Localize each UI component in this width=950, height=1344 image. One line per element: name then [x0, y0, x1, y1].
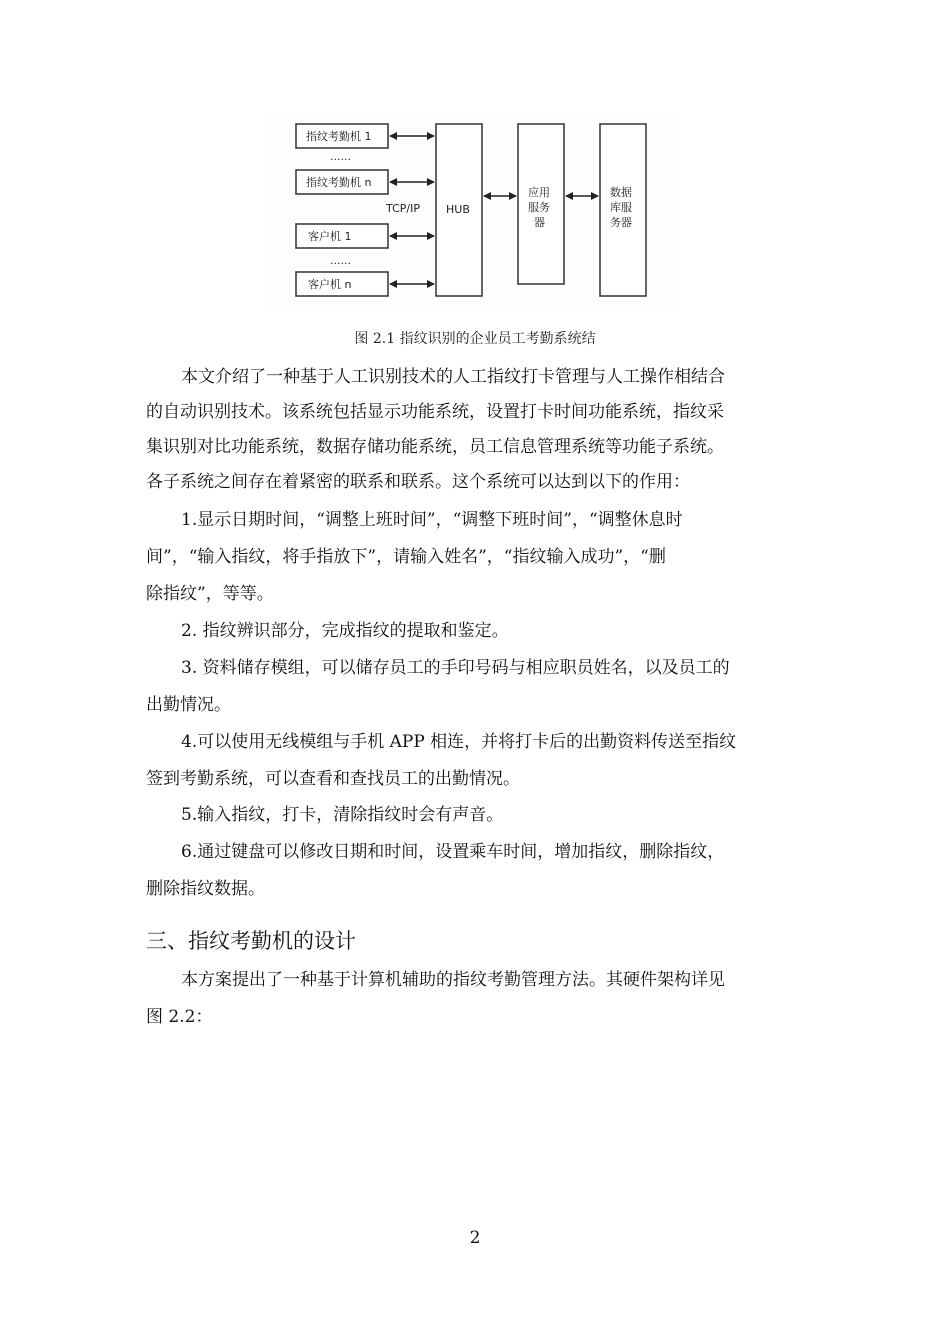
- attendance-machine-n-box: [296, 170, 388, 194]
- list-item-3-line: 3. 资料储存模组，可以储存员工的手印号码与相应职员姓名，以及员工的: [181, 658, 730, 678]
- list-item-1-line: 间”，“输入指纹，将手指放下”，请输入姓名”，“指纹输入成功”，“删: [146, 547, 666, 567]
- list-item-1-line: 1.显示日期时间，“调整上班时间”，“调整下班时间”，“调整休息时: [181, 510, 683, 530]
- list-item-6-line: 6.通过键盘可以修改日期和时间，设置乘车时间，增加指纹，删除指纹，: [181, 842, 725, 862]
- attendance-machine-1-box: [296, 124, 388, 148]
- db-server-label-line-3: 务器: [610, 216, 632, 229]
- ellipsis-bottom: ......: [330, 254, 351, 267]
- list-item-6-line: 删除指纹数据。: [146, 879, 265, 899]
- attendance-machine-1-label: 指纹考勤机 1: [306, 130, 372, 143]
- list-item-1-line: 除指纹”，等等。: [146, 584, 274, 604]
- app-server-box: [518, 124, 564, 284]
- paragraph-line: 集识别对比功能系统，数据存储功能系统，员工信息管理系统等功能子系统。: [146, 437, 724, 457]
- app-server-label-line-1: 应用: [528, 186, 550, 199]
- app-server-label-line-2: 服务: [528, 201, 550, 214]
- attendance-machine-n-label: 指纹考勤机 n: [306, 176, 372, 189]
- hub-box: [436, 124, 482, 296]
- list-item-2: 2. 指纹辨识部分，完成指纹的提取和鉴定。: [181, 621, 509, 641]
- client-n-label: 客户机 n: [308, 278, 352, 291]
- client-1-label: 客户机 1: [308, 230, 352, 243]
- db-server-label-line-1: 数据: [610, 186, 632, 199]
- hub-label: HUB: [446, 203, 470, 216]
- client-n-box: [296, 272, 388, 296]
- paragraph-line: 的自动识别技术。该系统包括显示功能系统，设置打卡时间功能系统，指纹采: [146, 402, 724, 422]
- list-item-5: 5.输入指纹，打卡，清除指纹时会有声音。: [181, 805, 504, 825]
- app-server-label-line-3: 器: [534, 216, 545, 229]
- paragraph-line: 本文介绍了一种基于人工识别技术的人工指纹打卡管理与人工操作相结合: [181, 367, 725, 387]
- list-item-4-line: 签到考勤系统，可以查看和查找员工的出勤情况。: [146, 769, 520, 789]
- system-architecture-diagram: [268, 112, 680, 308]
- list-item-3-line: 出勤情况。: [146, 695, 231, 715]
- db-server-box: [600, 124, 646, 296]
- client-1-box: [296, 224, 388, 248]
- figure-caption: 图 2.1 指纹识别的企业员工考勤系统结: [354, 331, 596, 347]
- paragraph-line: 各子系统之间存在着紧密的联系和联系。这个系统可以达到以下的作用：: [146, 472, 690, 492]
- paragraph-line: 图 2.2：: [146, 1007, 213, 1027]
- ellipsis-top: ......: [330, 150, 351, 163]
- db-server-label-line-2: 库服: [610, 201, 632, 214]
- list-item-4-line: 4.可以使用无线模组与手机 APP 相连，并将打卡后的出勤资料传送至指纹: [181, 732, 737, 752]
- page-number: 2: [469, 1228, 481, 1248]
- protocol-label: TCP/IP: [386, 202, 420, 215]
- section-heading: 三、指纹考勤机的设计: [146, 929, 356, 953]
- paragraph-line: 本方案提出了一种基于计算机辅助的指纹考勤管理方法。其硬件架构详见: [181, 970, 725, 990]
